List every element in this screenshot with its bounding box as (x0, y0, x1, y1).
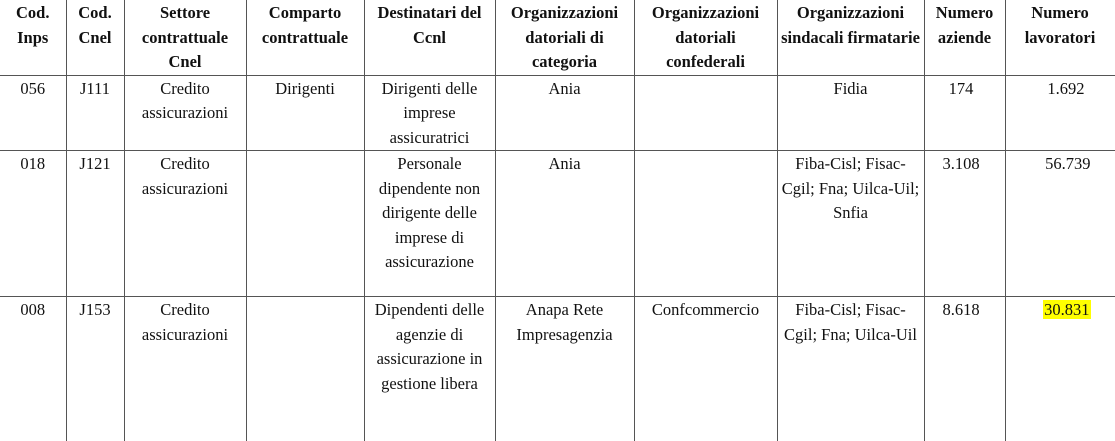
cell-settore: Credito assicurazioni (124, 151, 246, 297)
cell-org-categoria: Ania (495, 151, 634, 297)
cell-org-confederali (634, 75, 777, 151)
header-destinatari: Destinatari del Ccnl (364, 0, 495, 75)
cell-aziende: 3.108 (924, 151, 1005, 297)
cell-comparto (246, 297, 364, 441)
cell-org-confederali: Confcommercio (634, 297, 777, 441)
header-cod-inps: Cod. Inps (0, 0, 66, 75)
table-row (0, 151, 1115, 297)
cell-org-sindacali: Fiba-Cisl; Fisac-Cgil; Fna; Uilca-Uil; Snfia (777, 151, 924, 297)
cell-cod-cnel: J121 (66, 151, 124, 297)
cell-lavoratori: 1.692 (1005, 75, 1115, 151)
cell-lavoratori (1005, 297, 1115, 441)
cell-cod-inps: 056 (0, 75, 66, 151)
cell-destinatari: Dirigenti delle imprese assicuratrici (364, 75, 495, 151)
cell-aziende: 174 (924, 75, 1005, 151)
cell-lavoratori: 56.739 (1005, 151, 1115, 297)
header-org-sindacali: Organizzazioni sindacali firmatarie (777, 0, 924, 75)
table-row (0, 75, 1115, 151)
cell-cod-cnel: J153 (66, 297, 124, 441)
header-org-categoria: Organizzazioni datoriali di categoria (495, 0, 634, 75)
cell-org-categoria: Ania (495, 75, 634, 151)
cell-cod-inps: 008 (0, 297, 66, 441)
cell-cod-cnel: J111 (66, 75, 124, 151)
cell-aziende: 8.618 (924, 297, 1005, 441)
cell-org-confederali (634, 151, 777, 297)
cell-comparto (246, 151, 364, 297)
highlighted-value: 30.831 (1044, 300, 1090, 319)
cell-destinatari: Dipendenti delle agenzie di assicurazione in gestione libera (364, 297, 495, 441)
header-numero-aziende: Numero aziende (924, 0, 1005, 75)
cell-comparto: Dirigenti (246, 75, 364, 151)
cell-org-sindacali: Fiba-Cisl; Fisac-Cgil; Fna; Uilca-Uil (777, 297, 924, 441)
header-row (0, 0, 1115, 75)
header-settore: Settore contrattuale Cnel (124, 0, 246, 75)
cell-cod-inps: 018 (0, 151, 66, 297)
header-comparto: Comparto contrattuale (246, 0, 364, 75)
table-row (0, 297, 1115, 441)
cell-settore: Credito assicurazioni (124, 75, 246, 151)
cell-destinatari: Personale dipendente non dirigente delle imprese di assicurazione (364, 151, 495, 297)
cell-settore: Credito assicurazioni (124, 297, 246, 441)
header-cod-cnel: Cod. Cnel (66, 0, 124, 75)
header-org-confederali: Organizzazioni datoriali confederali (634, 0, 777, 75)
cell-org-sindacali: Fidia (777, 75, 924, 151)
header-numero-lavoratori: Numero lavoratori (1005, 0, 1115, 75)
cell-org-categoria: Anapa Rete Impresagenzia (495, 297, 634, 441)
